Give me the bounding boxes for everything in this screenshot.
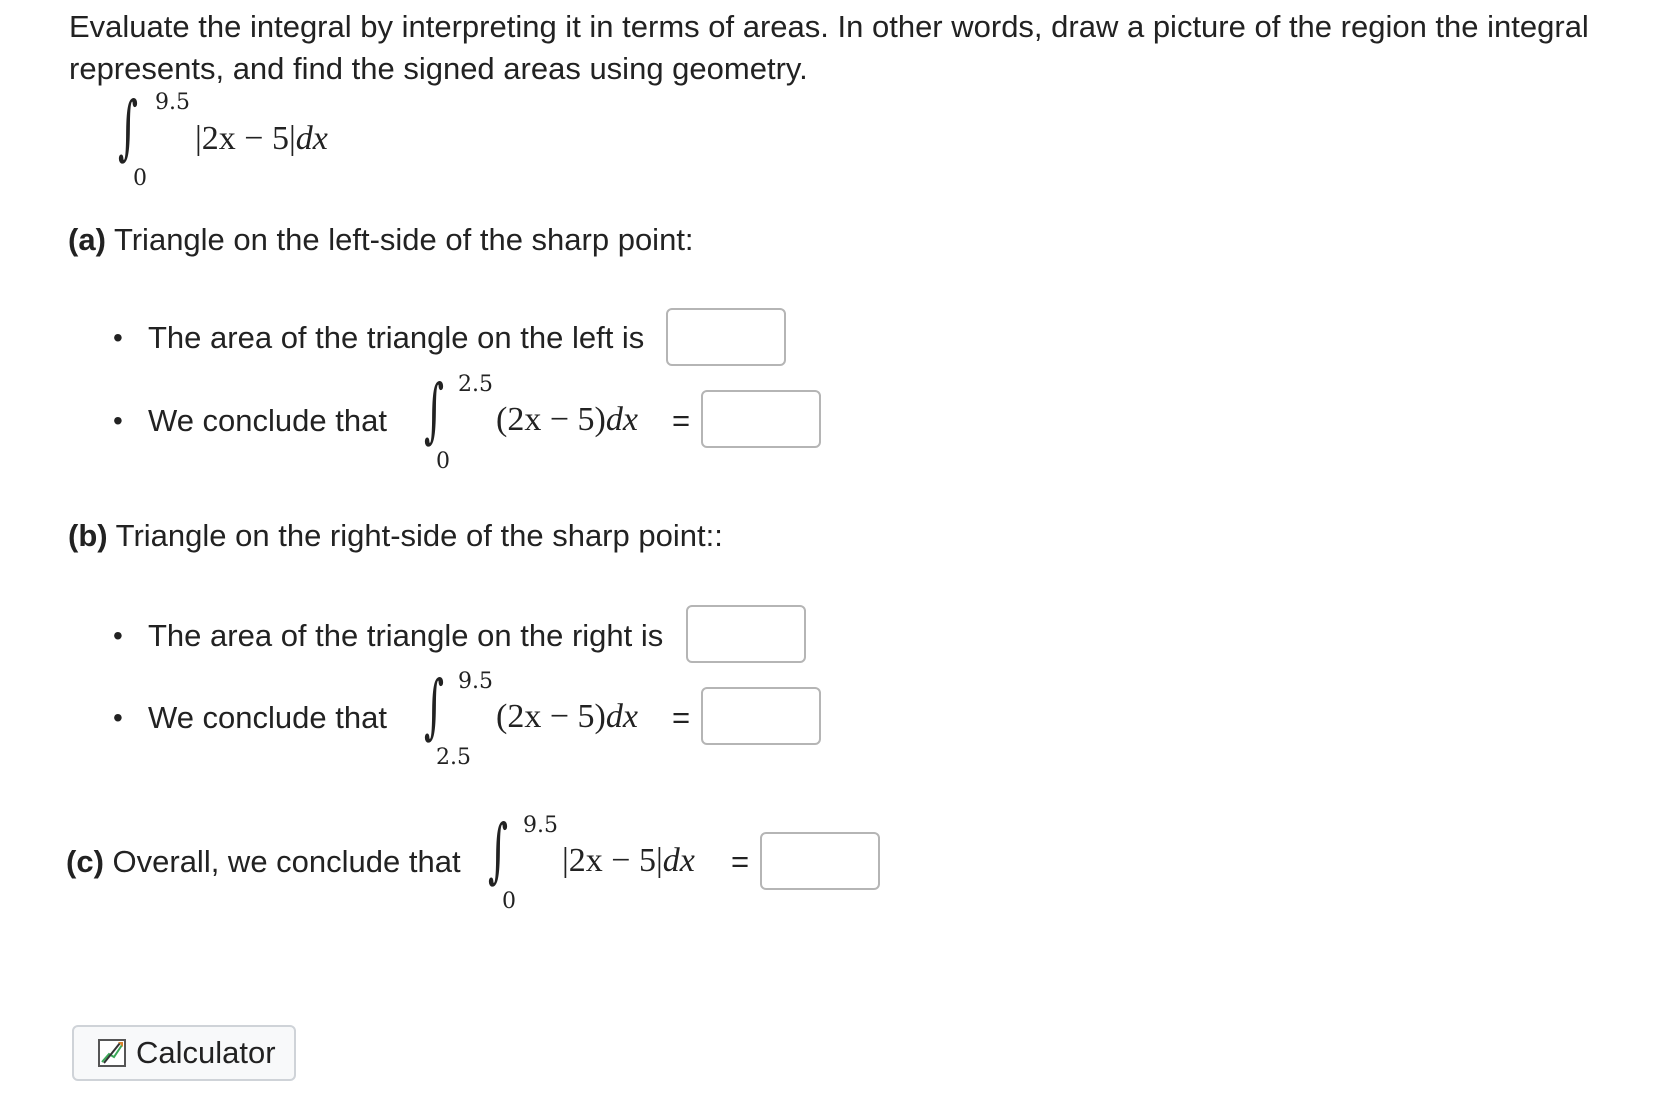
integral-upper-limit: 9.5 [155, 90, 190, 115]
part-b-upper-limit: 9.5 [458, 669, 493, 694]
integral-sign: ∫ [488, 809, 509, 891]
part-a-integral-expression [496, 403, 638, 437]
part-a-label: (a) [68, 222, 106, 257]
integrand: (2x − 5) [496, 401, 606, 438]
part-c-lower-limit: 0 [502, 889, 516, 914]
part-c-text: Overall, we conclude that [112, 844, 461, 879]
differential: dx [295, 120, 328, 157]
part-a-conclude-text: We conclude that [148, 403, 387, 438]
bullet-icon: • [113, 405, 123, 436]
part-a-area-input[interactable] [666, 308, 786, 366]
differential: dx [605, 698, 638, 735]
integrand: (2x − 5) [496, 698, 606, 735]
integral-lower-limit: 0 [133, 166, 147, 191]
equals-sign: = [672, 700, 691, 735]
differential: dx [662, 842, 695, 879]
differential: dx [605, 401, 638, 438]
problem-statement: Evaluate the integral by interpreting it in terms of areas. In other words, draw a picture of the region the integral represents, and find the signed areas using geometry. [69, 9, 1589, 86]
part-c-integral-expression [562, 844, 695, 878]
integral-sign: ∫ [424, 665, 445, 747]
equals-sign: = [672, 403, 691, 438]
part-c-label: (c) [66, 844, 104, 879]
part-b-area-text: The area of the triangle on the right is [148, 618, 664, 653]
equals-sign: = [731, 844, 750, 879]
calculator-label: Calculator [136, 1035, 276, 1070]
part-c-heading [66, 842, 461, 882]
part-b-heading [68, 516, 723, 556]
bullet-icon: • [113, 620, 123, 651]
part-a-title: Triangle on the left-side of the sharp point: [113, 222, 694, 257]
part-a-lower-limit: 0 [436, 449, 450, 474]
part-b-title: Triangle on the right-side of the sharp point:: [115, 518, 723, 553]
part-c-upper-limit: 9.5 [523, 813, 558, 838]
integrand: |2x − 5| [562, 842, 663, 879]
integrand: |2x − 5| [195, 120, 296, 157]
part-a-upper-limit: 2.5 [458, 372, 493, 397]
integral-sign: ∫ [424, 369, 445, 451]
part-a-area-text: The area of the triangle on the left is [148, 320, 645, 355]
bullet-icon: • [113, 702, 123, 733]
calculator-icon [98, 1039, 126, 1067]
integral-expression [195, 122, 328, 156]
part-b-integral-input[interactable] [701, 687, 821, 745]
integral-sign: ∫ [118, 86, 139, 168]
part-a-integral-input[interactable] [701, 390, 821, 448]
calculator-button[interactable] [72, 1025, 296, 1081]
part-c-integral-input[interactable] [760, 832, 880, 890]
part-b-integral-expression [496, 700, 638, 734]
part-b-lower-limit: 2.5 [436, 745, 471, 770]
part-a-heading [68, 220, 694, 260]
bullet-icon: • [113, 322, 123, 353]
part-b-area-input[interactable] [686, 605, 806, 663]
part-b-label: (b) [68, 518, 108, 553]
part-b-conclude-text: We conclude that [148, 700, 387, 735]
